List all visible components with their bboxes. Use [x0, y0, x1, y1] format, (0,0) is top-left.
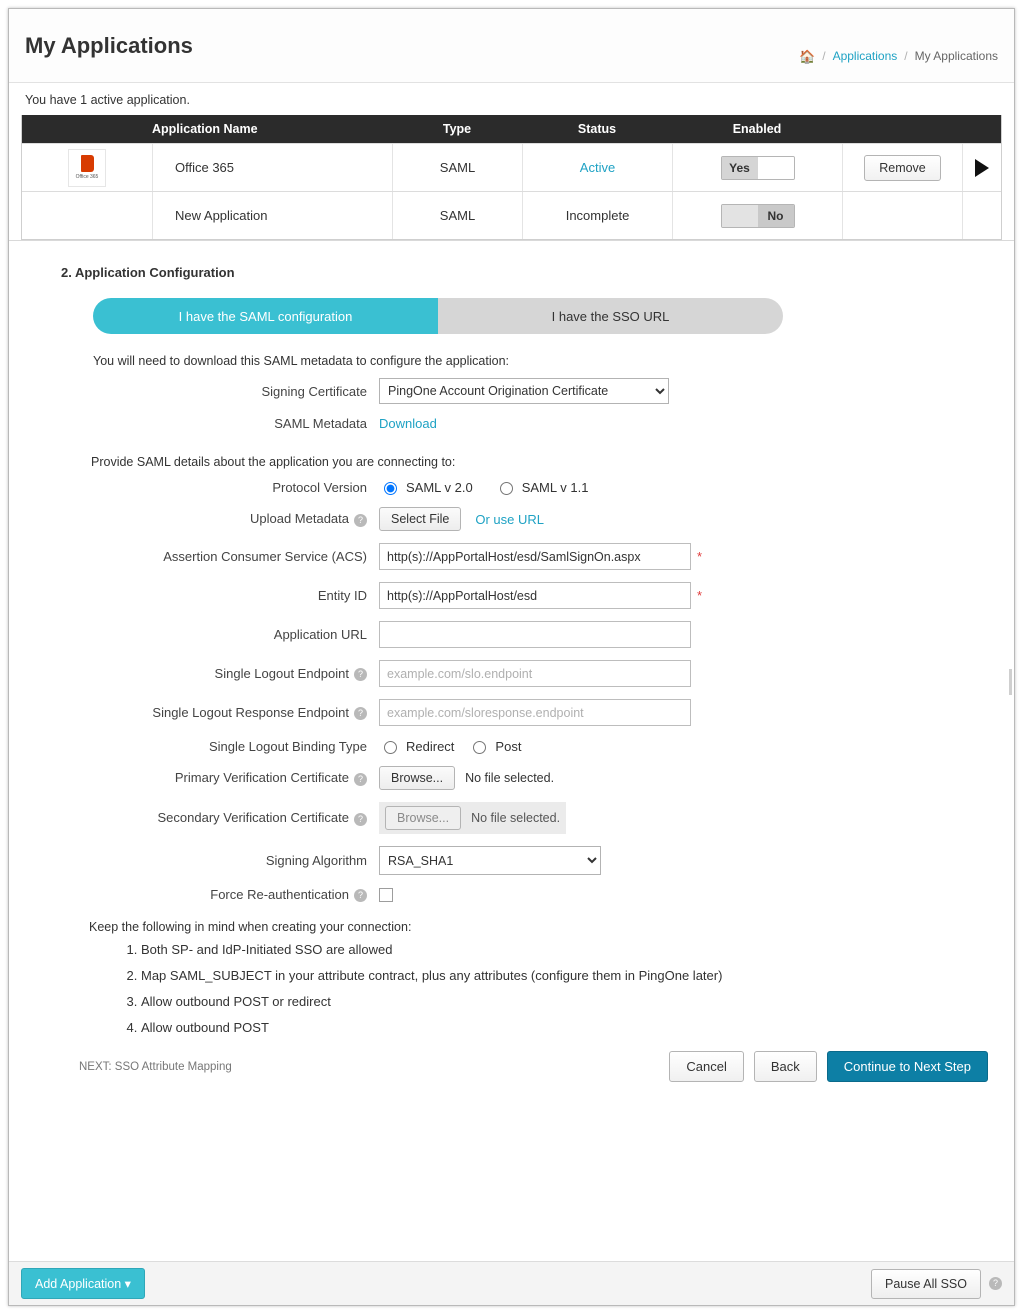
enabled-toggle[interactable]: [721, 204, 795, 228]
app-icon-cell-new: [22, 192, 152, 239]
bottom-toolbar: [9, 1261, 1014, 1305]
help-icon[interactable]: ?: [354, 668, 367, 681]
table-header-row: [22, 115, 1001, 143]
signing-algorithm-label: Signing Algorithm: [265, 853, 367, 868]
app-status-new-application: Incomplete: [522, 192, 672, 239]
slo-endpoint-label: [9, 666, 379, 681]
download-metadata-note: You will need to download this SAML metadata to configure the application:: [93, 354, 510, 368]
radio-saml-v20-label: SAML v 2.0: [406, 479, 473, 495]
help-icon[interactable]: ?: [354, 707, 367, 720]
app-icon-cell: [22, 144, 152, 191]
app-name-office365: Office 365: [152, 144, 392, 191]
scrollbar-indicator[interactable]: [1009, 669, 1012, 695]
configuration-mode-tabs: [93, 298, 783, 334]
breadcrumb: [799, 49, 998, 63]
app-name-new-application: New Application: [152, 192, 392, 239]
slo-binding-type-label: Single Logout Binding Type: [208, 738, 367, 754]
continue-to-next-step-button[interactable]: Continue to Next Step: [827, 1051, 988, 1082]
secondary-certificate-status: No file selected.: [471, 811, 561, 825]
office365-icon-caption: Office 365: [75, 174, 99, 180]
radio-redirect[interactable]: [379, 738, 454, 754]
table-row[interactable]: [22, 191, 1001, 239]
slo-endpoint-input[interactable]: [379, 660, 691, 687]
download-link[interactable]: Download: [379, 416, 437, 431]
protocol-version-row: [9, 479, 1014, 495]
application-configuration-section: [9, 240, 1014, 1082]
radio-post-input[interactable]: [473, 741, 486, 754]
add-application-button[interactable]: [21, 1268, 145, 1299]
breadcrumb-current: My Applications: [914, 49, 998, 63]
footer-buttons: [669, 1051, 988, 1082]
list-item: 2. Map SAML_SUBJECT in your attribute contract, plus any attributes (configure them in PingOne later): [141, 968, 1014, 983]
pause-all-sso-button[interactable]: Pause All SSO: [871, 1269, 981, 1299]
force-reauthentication-label: [9, 887, 379, 902]
toggle-no-label[interactable]: No: [758, 205, 794, 227]
chevron-down-icon: ▾: [124, 1277, 131, 1291]
upload-metadata-label: [9, 511, 379, 526]
column-header-application-name: Application Name: [152, 122, 258, 136]
status-link-active[interactable]: Active: [579, 160, 616, 175]
active-applications-note: You have 1 active application.: [25, 93, 190, 107]
list-item: 4. Allow outbound POST: [141, 1020, 1014, 1035]
radio-post-label: Post: [495, 738, 522, 754]
protocol-version-options: [379, 479, 588, 495]
acs-row: [9, 543, 1014, 570]
app-enabled-new-application: [672, 192, 842, 239]
force-reauthentication-checkbox[interactable]: [379, 888, 393, 902]
app-expand-new-application: [962, 192, 1001, 239]
radio-saml-v20-input[interactable]: [384, 482, 397, 495]
primary-verification-certificate-label: [9, 770, 379, 785]
radio-saml-v11[interactable]: [495, 479, 589, 495]
next-step-label: NEXT: SSO Attribute Mapping: [79, 1060, 232, 1073]
slo-binding-type-options: [379, 738, 521, 754]
secondary-certificate-browse-button: Browse...: [385, 806, 461, 830]
radio-post[interactable]: [468, 738, 521, 754]
upload-metadata-row: [9, 507, 1014, 531]
slo-response-endpoint-input[interactable]: [379, 699, 691, 726]
entity-id-input[interactable]: [379, 582, 691, 609]
enabled-toggle[interactable]: [721, 156, 795, 180]
home-icon[interactable]: 🏠: [799, 48, 816, 64]
app-type-office365: SAML: [392, 144, 522, 191]
radio-saml-v20[interactable]: [379, 479, 473, 495]
app-action-office365: [842, 144, 962, 191]
secondary-verification-certificate-label: [9, 810, 379, 825]
or-use-url-link[interactable]: Or use URL: [475, 511, 544, 527]
keep-in-mind-list: [119, 942, 1014, 1035]
help-icon[interactable]: ?: [354, 813, 367, 826]
tab-sso-url[interactable]: I have the SSO URL: [438, 298, 783, 334]
office365-glyph: [81, 155, 94, 172]
app-window: [8, 8, 1015, 1306]
protocol-version-label: Protocol Version: [272, 479, 367, 495]
column-header-type: Type: [442, 122, 472, 136]
breadcrumb-separator-1: /: [822, 49, 826, 63]
section-title: 2. Application Configuration: [61, 265, 235, 280]
slo-binding-type-row: [9, 738, 1014, 754]
page-header: [9, 9, 1014, 83]
toggle-knob[interactable]: [722, 205, 758, 227]
saml-metadata-row: [9, 416, 1014, 431]
office365-icon: [68, 149, 106, 187]
form-footer: [79, 1051, 988, 1082]
applications-table: [21, 115, 1002, 240]
table-row[interactable]: [22, 143, 1001, 191]
app-expand-office365[interactable]: [962, 144, 1001, 191]
slo-response-endpoint-label: [9, 705, 379, 720]
select-file-button[interactable]: Select File: [379, 507, 461, 531]
radio-redirect-input[interactable]: [384, 741, 397, 754]
secondary-verification-certificate-label-text: Secondary Verification Certificate: [157, 810, 349, 826]
primary-verification-certificate-row: [9, 766, 1014, 790]
saml-metadata-label: SAML Metadata: [274, 416, 367, 431]
column-header-enabled: Enabled: [732, 122, 782, 136]
acs-label: Assertion Consumer Service (ACS): [163, 549, 367, 564]
app-enabled-office365: [672, 144, 842, 191]
keep-in-mind-note: Keep the following in mind when creating your connection:: [89, 920, 412, 935]
signing-certificate-select[interactable]: [379, 378, 669, 404]
column-header-status: Status: [577, 122, 617, 136]
force-reauthentication-label-text: Force Re-authentication: [210, 887, 349, 902]
application-url-label: Application URL: [273, 627, 367, 642]
signing-certificate-row: [9, 378, 1014, 404]
list-item: 3. Allow outbound POST or redirect: [141, 994, 1014, 1009]
help-icon[interactable]: ?: [989, 1277, 1002, 1290]
signing-algorithm-select[interactable]: [379, 846, 601, 875]
breadcrumb-separator-2: /: [904, 49, 908, 63]
help-icon[interactable]: ?: [354, 514, 367, 527]
slo-response-endpoint-row: [9, 699, 1014, 726]
cancel-button[interactable]: Cancel: [669, 1051, 743, 1082]
slo-endpoint-row: [9, 660, 1014, 687]
primary-verification-certificate-label-text: Primary Verification Certificate: [174, 770, 349, 786]
secondary-verification-certificate-row: [9, 802, 1014, 834]
entity-id-label: Entity ID: [317, 588, 367, 603]
primary-certificate-status: No file selected.: [465, 771, 555, 785]
toggle-knob[interactable]: [758, 157, 794, 179]
acs-input[interactable]: [379, 543, 691, 570]
help-icon[interactable]: ?: [354, 773, 367, 786]
primary-certificate-browse-button[interactable]: Browse...: [379, 766, 455, 790]
app-action-new-application: [842, 192, 962, 239]
slo-endpoint-label-text: Single Logout Endpoint: [214, 665, 349, 681]
back-button[interactable]: Back: [754, 1051, 817, 1082]
radio-saml-v11-label: SAML v 1.1: [521, 479, 589, 495]
slo-response-endpoint-label-text: Single Logout Response Endpoint: [152, 704, 349, 720]
add-application-label: Add Application: [35, 1277, 122, 1291]
application-url-row: [9, 621, 1014, 648]
force-reauthentication-row: [9, 887, 1014, 902]
application-url-input[interactable]: [379, 621, 691, 648]
upload-metadata-label-text: Upload Metadata: [249, 511, 349, 527]
acs-required-marker: *: [697, 549, 703, 564]
app-type-new-application: SAML: [392, 192, 522, 239]
play-arrow-icon[interactable]: [975, 159, 989, 177]
saml-details-note: Provide SAML details about the application you are connecting to:: [91, 455, 456, 469]
tab-saml-configuration[interactable]: I have the SAML configuration: [93, 298, 438, 334]
signing-algorithm-row: [9, 846, 1014, 875]
breadcrumb-link-applications[interactable]: Applications: [832, 49, 898, 63]
radio-saml-v11-input[interactable]: [500, 482, 513, 495]
entity-id-required-marker: *: [697, 588, 703, 603]
remove-button[interactable]: Remove: [864, 155, 941, 181]
help-icon[interactable]: ?: [354, 889, 367, 902]
secondary-certificate-wrapper: [379, 802, 566, 834]
signing-certificate-label: Signing Certificate: [261, 383, 367, 399]
app-status-office365: [522, 144, 672, 191]
toggle-yes-label[interactable]: Yes: [722, 157, 758, 179]
entity-id-row: [9, 582, 1014, 609]
list-item: 1. Both SP- and IdP-Initiated SSO are allowed: [141, 942, 1014, 957]
page-title: My Applications: [25, 33, 193, 58]
radio-redirect-label: Redirect: [406, 738, 455, 754]
